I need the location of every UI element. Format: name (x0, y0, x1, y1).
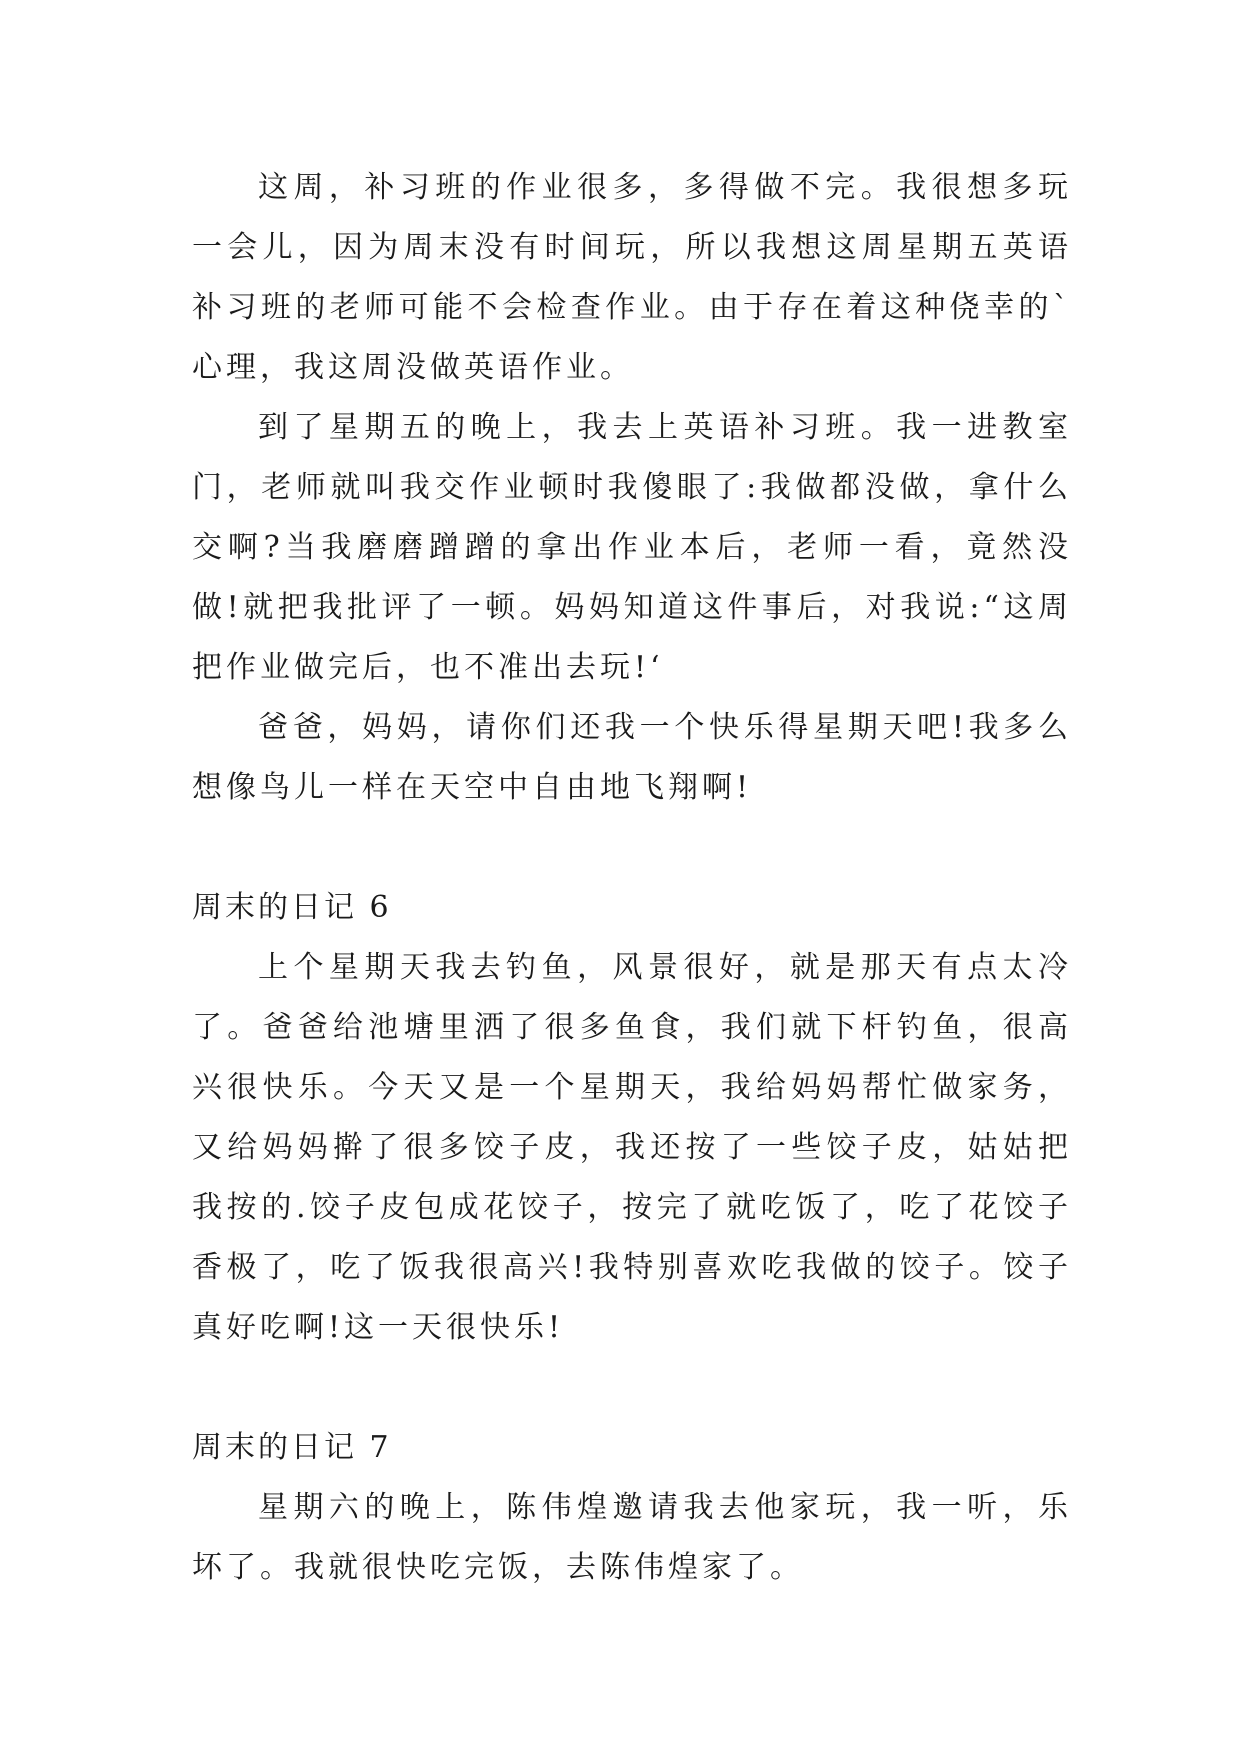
document-body (192, 158, 1072, 1598)
paragraph: 到了星期五的晚上，我去上英语补习班。我一进教室门，老师就叫我交作业顿时我傻眼了:我做都没做，拿什么交啊?当我磨磨蹭蹭的拿出作业本后，老师一看，竟然没做!就把我批评了一顿。妈妈知道这件事后，对我说:“这周把作业做完后，也不准出去玩!‘ (192, 410, 1072, 685)
paragraph: 爸爸，妈妈，请你们还我一个快乐得星期天吧!我多么想像鸟儿一样在天空中自由地飞翔啊! (192, 710, 1072, 805)
paragraph: 这周，补习班的作业很多，多得做不完。我很想多玩一会儿，因为周末没有时间玩，所以我想这周星期五英语补习班的老师可能不会检查作业。由于存在着这种侥幸的`心理，我这周没做英语作业。 (192, 170, 1072, 385)
section-spacer (192, 1358, 1072, 1418)
section-heading: 周末的日记 7 (192, 1430, 392, 1465)
section-heading: 周末的日记 6 (192, 890, 392, 925)
paragraph: 星期六的晚上，陈伟煌邀请我去他家玩，我一听，乐坏了。我就很快吃完饭，去陈伟煌家了。 (192, 1490, 1072, 1585)
section-spacer (192, 818, 1072, 878)
paragraph: 上个星期天我去钓鱼，风景很好，就是那天有点太冷了。爸爸给池塘里洒了很多鱼食，我们就下杆钓鱼，很高兴很快乐。今天又是一个星期天，我给妈妈帮忙做家务，又给妈妈擀了很多饺子皮，我还按了一些饺子皮，姑姑把我按的.饺子皮包成花饺子，按完了就吃饭了，吃了花饺子香极了，吃了饭我很高兴!我特别喜欢吃我做的饺子。饺子真好吃啊!这一天很快乐! (192, 950, 1072, 1345)
